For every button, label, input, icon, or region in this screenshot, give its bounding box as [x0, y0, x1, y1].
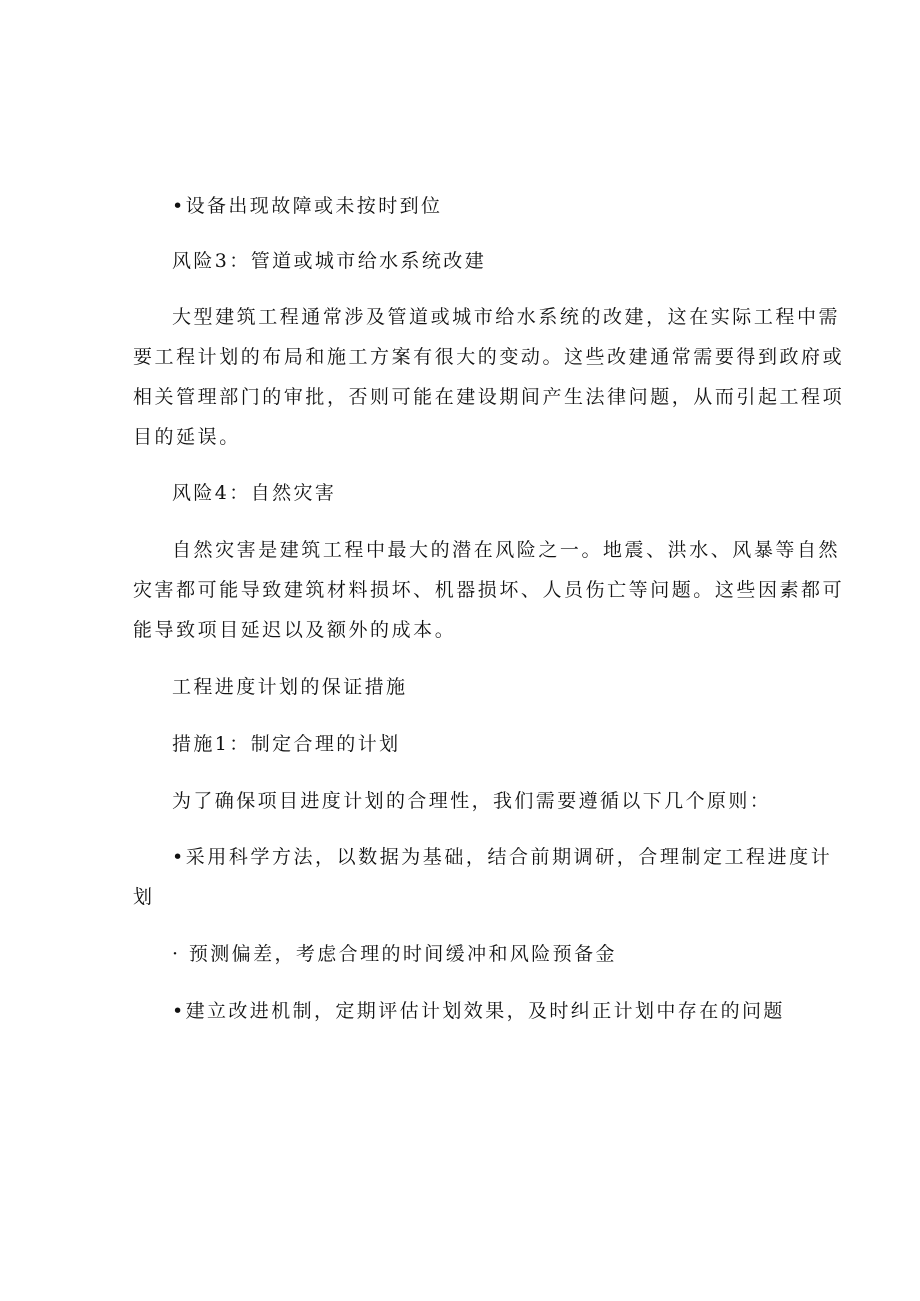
paragraph-line: 大型建筑工程通常涉及管道或城市给水系统的改建，这在实际工程中需 [172, 306, 841, 328]
paragraph-line: 自然灾害是建筑工程中最大的潜在风险之一。地震、洪水、风暴等自然 [172, 539, 841, 561]
bullet-equipment-failure: •设备出现故障或未按时到位 [172, 195, 443, 217]
paragraph-line: 灾害都可能导致建筑材料损坏、机器损坏、人员伤亡等问题。这些因素都可 [133, 579, 845, 601]
bullet-line: 划 [133, 886, 155, 908]
principles-intro: 为了确保项目进度计划的合理性，我们需要遵循以下几个原则： [172, 790, 772, 812]
section-heading: 工程进度计划的保证措施 [172, 676, 408, 698]
bullet-forecast-deviation: · 预测偏差，考虑合理的时间缓冲和风险预备金 [172, 943, 617, 965]
heading-risk-3: 风险3：管道或城市给水系统改建 [172, 250, 487, 272]
paragraph-line: 相关管理部门的审批，否则可能在建设期间产生法律问题，从而引起工程项 [133, 386, 845, 408]
paragraph-line: 目的延误。 [133, 426, 241, 448]
bullet-improvement-mechanism: •建立改进机制，定期评估计划效果，及时纠正计划中存在的问题 [172, 1000, 785, 1022]
bullet-line: •采用科学方法，以数据为基础，结合前期调研，合理制定工程进度计 [172, 846, 833, 868]
paragraph-line: 要工程计划的布局和施工方案有很大的变动。这些改建通常需要得到政府或 [133, 346, 845, 368]
heading-risk-4: 风险4：自然灾害 [172, 482, 337, 504]
heading-measure-1: 措施1：制定合理的计划 [172, 733, 401, 755]
paragraph-line: 能导致项目延迟以及额外的成本。 [133, 619, 457, 641]
